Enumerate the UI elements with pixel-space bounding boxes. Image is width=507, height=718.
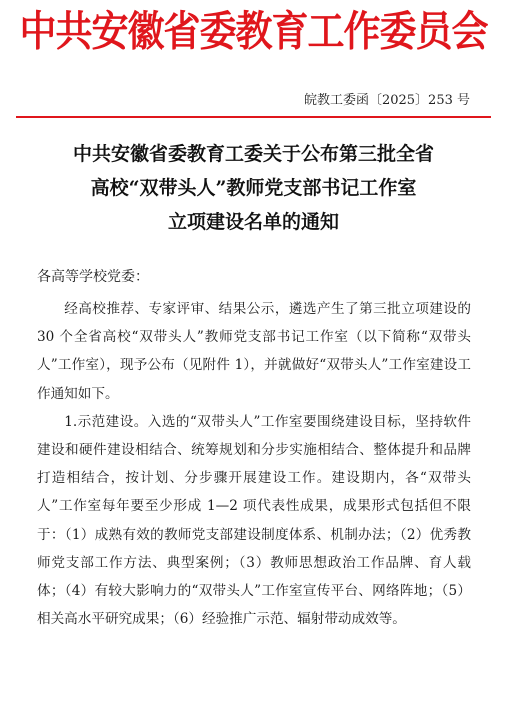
salutation: 各高等学校党委： bbox=[37, 269, 149, 285]
body-text bbox=[37, 295, 471, 633]
document-number: 皖教工委函〔2025〕253 号 bbox=[303, 93, 470, 108]
title-line-2: 高校“双带头人”教师党支部书记工作室 bbox=[90, 177, 417, 199]
organization-header: 中共安徽省委教育工作委员会 bbox=[19, 7, 488, 56]
paragraph-item-1: 1.示范建设。入选的“双带头人”工作室要围绕建设目标，坚持软件建设和硬件建设相结合、统筹规划和分步实施相结合、整体提升和品牌打造相结合，按计划、分步骤开展建设工作。建设期内，各“双带头人”工作室每年要至少形成 1—2 项代表性成果，成果形式包括但不限于：（1）成熟有效的教师党支部建设制度体系、机制办法；（2）优秀教师党支部工作方法、典型案例；（3）教师思想政治工作品牌、育人载体；（4）有较大影响力的“双带头人”工作室宣传平台、网络阵地；（5）相关高水平研究成果；（6）经验推广示范、辐射带动成效等。 bbox=[37, 413, 471, 628]
title-line-3: 立项建设名单的通知 bbox=[167, 211, 339, 233]
title-line-1: 中共安徽省委教育工委关于公布第三批全省 bbox=[72, 143, 434, 165]
red-divider-line bbox=[16, 116, 491, 118]
paragraph-intro: 经高校推荐、专家评审、结果公示，遴选产生了第三批立项建设的 30 个全省高校“双带头人”教师党支部书记工作室（以下简称“双带头人”工作室），现予公布（见附件 1），并就做好“双带头人”工作室建设工作通知如下。 bbox=[37, 301, 471, 402]
document-title bbox=[20, 137, 487, 239]
